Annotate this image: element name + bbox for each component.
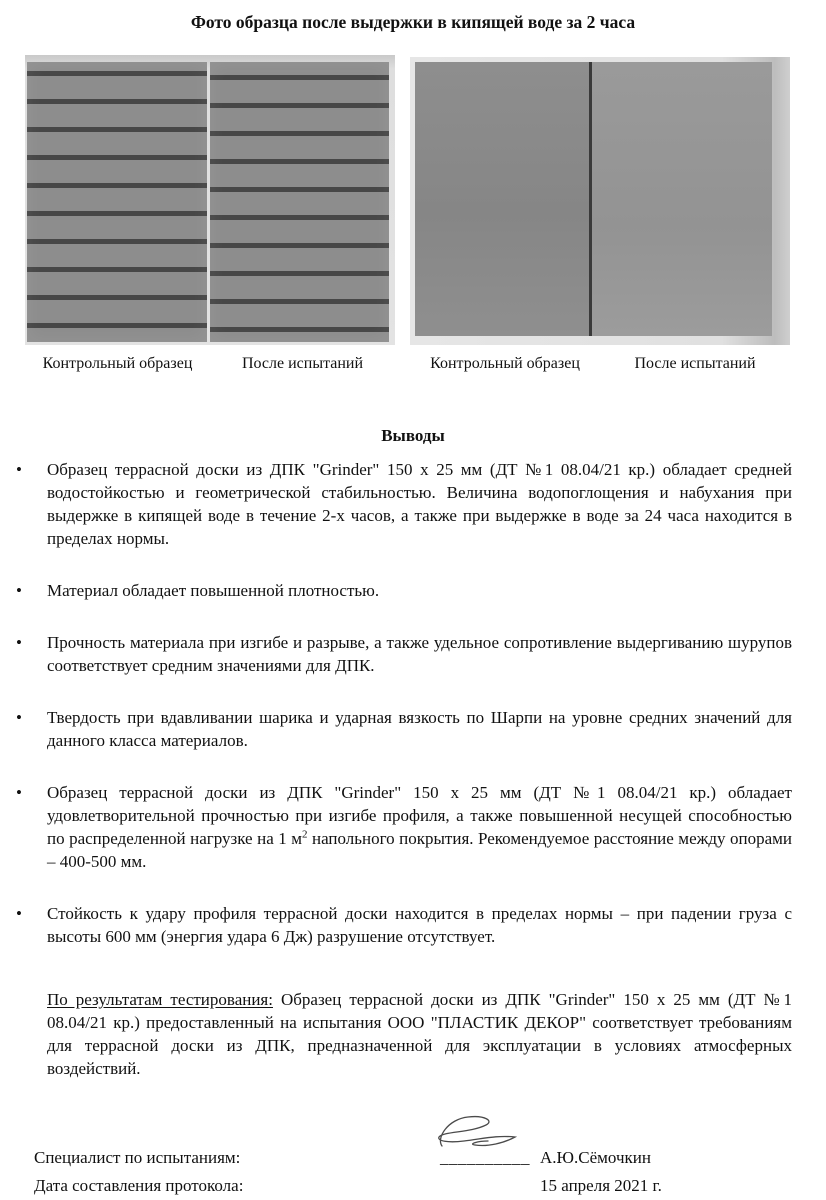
- conclusion-text: Твердость при вдавливании шарика и ударная вязкость по Шарпи на уровне средних значений для данного класса материалов.: [47, 708, 792, 750]
- conclusion-text-after: напольного покрытия. Рекомендуемое расстояние между опорами – 400-500 мм.: [47, 829, 792, 871]
- summary-paragraph: [47, 988, 792, 1080]
- conclusion-item: [14, 458, 792, 550]
- smooth-boards-group: [415, 62, 772, 336]
- caption-control-sample: Контрольный образец: [42, 355, 193, 372]
- specialist-name: А.Ю.Сёмочкин: [540, 1148, 651, 1167]
- conclusion-superscript: 2: [301, 828, 308, 841]
- conclusion-item: [14, 631, 792, 677]
- conclusion-text: Стойкость к удару профиля террасной доски находится в пределах нормы – при падении груза с высоты 600 мм (энергия удара 6 Дж) разрушение отсутствует.: [47, 904, 792, 946]
- conclusion-text: Образец террасной доски из ДПК "Grinder" 150 х 25 мм (ДТ №1 08.04/21 кр.) обладает средней водостойкостью и геометрической стабильностью. Величина водопоглощения и набухания при выдержке в кипящей воде в течение 2-х часов, а также при выдержке в воде за 24 часа находится в пределах нормы.: [47, 460, 792, 548]
- bullet-marker: •: [16, 904, 22, 923]
- specialist-label: Специалист по испытаниям:: [34, 1148, 241, 1167]
- bullet-marker: •: [16, 783, 22, 802]
- bullet-marker: •: [16, 708, 22, 727]
- protocol-date: 15 апреля 2021 г.: [540, 1176, 662, 1195]
- signature-line: __________: [440, 1148, 530, 1167]
- conclusion-item: [14, 579, 792, 602]
- conclusion-text: Материал обладает повышенной плотностью.: [47, 581, 380, 600]
- smooth-captions: [410, 352, 790, 375]
- conclusions-list: [14, 458, 792, 977]
- ribbed-board-tested: [210, 62, 390, 342]
- bullet-marker: •: [16, 633, 22, 652]
- caption-after-testing: После испытаний: [634, 355, 756, 372]
- summary-lead: По результатам тестирования:: [47, 990, 273, 1009]
- conclusions-heading: Выводы: [381, 426, 445, 445]
- bullet-marker: •: [16, 460, 22, 479]
- bullet-marker: •: [16, 581, 22, 600]
- conclusion-item: [14, 902, 792, 948]
- ribbed-captions: [25, 352, 395, 375]
- photo-ribbed-samples: [25, 55, 395, 345]
- photo-smooth-samples: [410, 57, 790, 345]
- smooth-board-control: [415, 62, 589, 336]
- protocol-date-label: Дата составления протокола:: [34, 1176, 244, 1195]
- summary-text: Образец террасной доски из ДПК "Grinder" 150 х 25 мм (ДТ №1 08.04/21 кр.) предоставленный на испытания ООО "ПЛАСТИК ДЕКОР" соответствует требованиям для террасной доски из ДПК, предназначенной для эксплуатации в условиях атмосферных воздействий.: [47, 990, 793, 1078]
- smooth-board-tested: [592, 62, 772, 336]
- conclusion-item: [14, 706, 792, 752]
- caption-control-sample: Контрольный образец: [430, 355, 580, 372]
- ribbed-board-control: [27, 62, 207, 342]
- ribbed-boards-group: [27, 62, 389, 342]
- document-title: Фото образца после выдержки в кипящей воде за 2 часа: [190, 12, 636, 32]
- conclusion-text: Прочность материала при изгибе и разрыве, а также удельное сопротивление выдергиванию шурупов соответствует средним значениями для ДПК.: [47, 633, 792, 675]
- caption-after-testing: После испытаний: [241, 355, 364, 372]
- conclusion-text: Образец террасной доски из ДПК "Grinder" 150 х 25 мм (ДТ №1 08.04/21 кр.) обладает удовлетворительной прочностью при изгибе профиля, а также повышенной несущей способностью по распределенной нагрузке на 1 м: [47, 783, 792, 848]
- conclusion-item: [14, 781, 792, 873]
